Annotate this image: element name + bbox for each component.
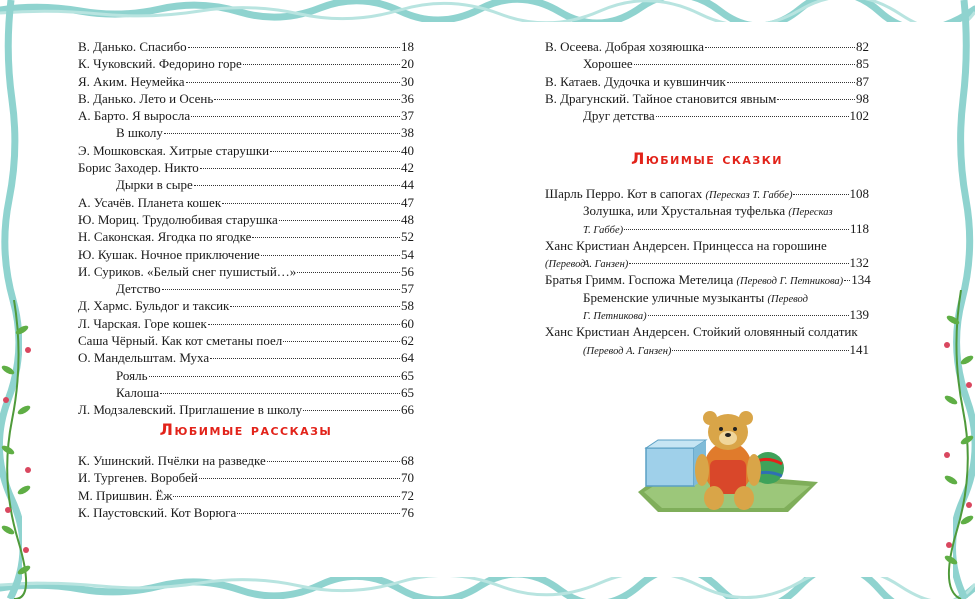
dot-leader [261,255,400,256]
toc-entry [78,159,414,176]
dot-leader [297,272,400,273]
toc-entry [78,401,414,418]
toc-entry-page: 82 [856,39,869,54]
toc-entry [545,185,869,202]
dot-leader [149,376,400,377]
section-heading-stories: Любимые рассказы [159,420,333,439]
toc-entry-page: 118 [849,220,869,236]
dot-leader [199,478,400,479]
section-heading-tales: Любимые сказки [631,149,783,168]
toc-entry-page: 134 [851,272,871,288]
toc-entry [78,246,414,263]
toc-entry [78,332,414,349]
toc-entry-title: Шарль Перро. Кот в сапогах (Пересказ Т. Габбе) [545,186,793,201]
toc-entry-continued [545,220,869,237]
toc-entry-title: Ю. Мориц. Трудолюбивая старушка [78,211,278,227]
dot-leader [210,358,400,359]
toc-entry-title: В. Осеева. Добрая хозяюшка [545,39,704,54]
dot-leader [656,116,849,117]
toc-entry-title: В школу [116,125,163,141]
toc-entry-title: И. Суриков. «Белый снег пушистый…» [78,263,297,279]
toc-entry-title: К. Паустовский. Кот Ворюга [78,504,237,520]
dot-leader [727,82,855,83]
toc-entry [545,289,869,306]
dot-leader [214,99,400,100]
dot-leader [283,341,400,342]
toc-entry-title: Ю. Кушак. Ночное приключение [78,246,260,262]
dot-leader [270,151,400,152]
toc-entry-page: 87 [856,73,869,89]
toc-entry-page: 139 [849,307,869,323]
toc-entry-continued [545,341,869,358]
toc-entry-page: 65 [401,384,414,400]
toc-entry [78,280,414,297]
dot-leader [243,64,400,65]
toc-entry-translator: (Перевод Г. Петникова) [736,276,844,288]
toc-entry-translator-cont: А. Ганзен) [583,259,629,271]
toc-entry-title: Саша Чёрный. Как кот сметаны поел [78,333,283,349]
toc-entry-page: 56 [401,263,414,279]
dot-leader [648,315,849,316]
toc-entry-title: О. Мандельштам. Муха [78,350,210,366]
toc-entry-page: 52 [401,229,414,245]
dot-leader [624,229,849,230]
toc-entry [78,315,414,332]
toc-entry [545,202,869,219]
toc-entry-page: 40 [401,142,414,158]
toc-entry-translator-cont: (Перевод А. Ганзен) [583,345,672,357]
dot-leader [672,350,848,351]
toc-entry-continued [545,254,869,271]
toc-entry-title: Калоша [116,384,160,400]
toc-entry-page: 102 [849,108,869,124]
toc-entry-page: 62 [401,333,414,349]
toc-entry-page: 57 [401,281,414,297]
dot-leader [188,47,400,48]
toc-entry [78,124,414,141]
toc-entry [78,73,414,90]
stories-toc-list [78,452,414,521]
toc-entry-title: В. Драгунский. Тайное становится явным [545,90,777,106]
toc-entry [545,271,869,288]
dot-leader [222,203,400,204]
dot-leader [634,64,855,65]
toc-entry [78,384,414,401]
dot-leader [186,82,400,83]
toc-entry-page: 47 [401,194,414,210]
toc-entry-title: Братья Гримм. Госпожа Метелица (Перевод Г. Петникова) [545,272,844,288]
toc-entry-title: Л. Модзалевский. Приглашение в школу [78,402,303,418]
toc-entry [545,55,869,72]
toc-entry-title: К. Ушинский. Пчёлки на разведке [78,453,266,468]
teddy-bear-icon [628,400,828,520]
toc-entry-title: Золушка, или Хрустальная туфелька [583,203,789,219]
toc-entry-translator: (Перевод [767,293,808,305]
toc-entry-page: 30 [401,73,414,89]
toc-entry-translator: (Пересказ Т. Габбе) [705,190,793,201]
toc-entry [545,73,869,90]
dot-leader [793,194,848,195]
toc-entry-page: 70 [401,470,414,486]
toc-entry-page: 37 [401,108,414,124]
toc-entry [78,469,414,486]
toc-entry-page: 108 [849,186,869,201]
toc-entry-title: Борис Заходер. Никто [78,160,199,176]
dot-leader [252,237,400,238]
toc-entry-page: 132 [849,255,869,271]
left-toc-column [78,38,414,419]
toc-entry-continued [545,306,869,323]
toc-entry [545,38,869,55]
dot-leader [162,289,400,290]
toc-entry [78,194,414,211]
dot-leader [705,47,855,48]
toc-entry-page: 66 [401,402,414,418]
toc-entry [78,228,414,245]
toc-entry-title: А. Усачёв. Планета кошек [78,194,222,210]
toc-entry-page: 98 [856,90,869,106]
toc-entry-translator: (Перевод [545,259,586,271]
toc-entry [78,452,414,469]
tales-toc-list [545,185,869,358]
right-toc-column [545,38,869,124]
toc-entry-title: Э. Мошковская. Хитрые старушки [78,142,270,158]
toc-entry-title: В. Данько. Лето и Осень [78,90,214,106]
toc-entry-page: 48 [401,211,414,227]
toc-entry-title: Рояль [116,367,148,383]
toc-entry-page: 58 [401,298,414,314]
toc-entry-title: Ханс Кристиан Андерсен. Принцесса на горошине [545,237,827,253]
toc-entry-page: 68 [401,453,414,468]
toc-entry-title: И. Тургенев. Воробей [78,470,198,486]
toc-entry-title: Детство [116,281,161,297]
toc-entry [78,107,414,124]
toc-entry-translator [545,341,671,360]
toc-entry-title: Я. Аким. Неумейка [78,73,185,89]
toc-entry [78,211,414,228]
toc-entry [78,142,414,159]
frame-bottom-border [0,577,975,599]
dot-leader [164,133,400,134]
toc-entry-title: К. Чуковский. Федорино горе [78,56,242,72]
toc-entry-title: Н. Саконская. Ягодка по ягодке [78,229,252,245]
toc-entry-title: М. Пришвин. Ёж [78,487,173,503]
toc-entry [78,349,414,366]
toc-entry-page: 18 [401,39,414,54]
toc-entry [78,297,414,314]
toc-entry-page: 20 [401,56,414,72]
toc-entry-page: 42 [401,160,414,176]
toc-entry-title: Ханс Кристиан Андерсен. Стойкий оловянный солдатик [545,324,858,340]
dot-leader [267,461,400,462]
toc-entry-page: 65 [401,367,414,383]
toc-entry-page: 141 [849,341,869,357]
toc-entry [545,90,869,107]
dot-leader [777,99,855,100]
toc-entry-page: 85 [856,56,869,72]
dot-leader [237,513,400,514]
toc-entry-translator: (Пересказ [788,207,833,219]
dot-leader [194,185,400,186]
toc-entry [78,38,414,55]
toc-entry [545,323,869,340]
dot-leader [629,263,848,264]
toc-entry-title: Д. Хармс. Бульдог и таксик [78,298,230,314]
dot-leader [208,324,400,325]
toc-entry-translator-cont: Т. Габбе) [583,224,624,236]
toc-entry [545,107,869,124]
dot-leader [173,496,400,497]
dot-leader [200,168,400,169]
dot-leader [160,393,400,394]
toc-entry-title: Бременские уличные музыканты [583,289,768,305]
toc-entry-title: Друг детства [583,108,655,124]
toc-entry-page: 60 [401,315,414,331]
toc-entry [78,90,414,107]
toc-entry [78,176,414,193]
dot-leader [844,280,850,281]
toc-entry-translator [545,220,623,239]
dot-leader [303,410,400,411]
toc-entry-page: 44 [401,177,414,193]
dot-leader [230,306,400,307]
toc-entry-page: 36 [401,90,414,106]
toc-entry-page: 64 [401,350,414,366]
toc-entry [78,504,414,521]
toc-entry-title: Дырки в сыре [116,177,193,193]
toc-entry [78,263,414,280]
toc-entry-title: Л. Чарская. Горе кошек [78,315,207,331]
toc-entry-title: В. Катаев. Дудочка и кувшинчик [545,73,726,89]
toc-entry-page: 72 [401,487,414,503]
toc-entry [78,487,414,504]
dot-leader [279,220,400,221]
toc-entry-page: 76 [401,504,414,520]
toc-entry [78,367,414,384]
toc-entry-title: Хорошее [583,56,633,72]
flower-vine-right [935,290,975,599]
toc-entry-title: В. Данько. Спасибо [78,39,187,54]
toc-entry-page: 54 [401,246,414,262]
toc-entry-page: 38 [401,125,414,141]
toc-entry-title: А. Барто. Я выросла [78,108,191,124]
frame-top-border [0,0,975,22]
toc-entry-translator-cont: Г. Петникова) [583,311,647,323]
flower-vine-left [0,300,40,599]
dot-leader [191,116,400,117]
toc-entry [78,55,414,72]
